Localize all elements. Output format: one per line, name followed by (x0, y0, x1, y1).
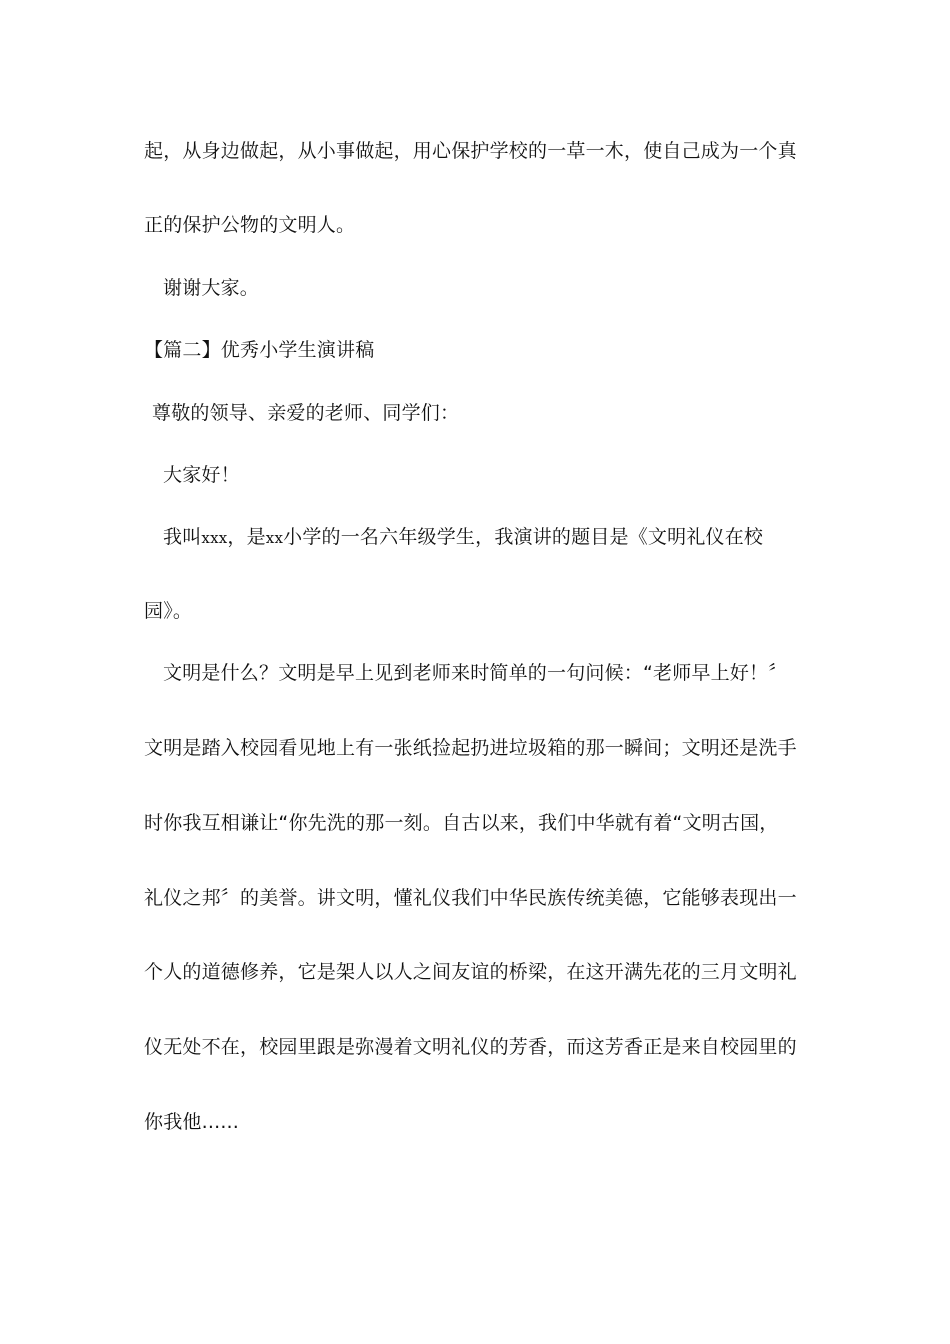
greeting-line: 大家好！ (163, 464, 240, 486)
salutation: 尊敬的领导、亲爱的老师、同学们： (152, 402, 460, 424)
text-line: 园》。 (144, 600, 193, 622)
closing-thanks: 谢谢大家。 (163, 277, 260, 299)
paragraph-line: 文明是踏入校园看见地上有一张纸捡起扔进垃圾箱的那一瞬间；文明还是洗手 (144, 737, 797, 759)
paragraph-line: 个人的道德修养，它是架人以人之间友谊的桥梁，在这开满先花的三月文明礼 (144, 961, 797, 983)
speaker-name: xxx (201, 529, 228, 547)
paragraph-line: 你我他...... (144, 1111, 240, 1133)
paragraph-line: 礼仪之邦〞的美誉。讲文明，懂礼仪我们中华民族传统美德，它能够表现出一 (144, 887, 797, 909)
intro-line (163, 524, 823, 551)
paragraph-line: 文明是什么？文明是早上见到老师来时简单的一句问候：“老师早上好！〞 (163, 662, 788, 684)
text-line: 正的保护公物的文明人。 (144, 214, 356, 236)
paragraph-line: 仪无处不在，校园里跟是弥漫着文明礼仪的芳香，而这芳香正是来自校园里的 (144, 1036, 797, 1058)
section-heading: 【篇二】优秀小学生演讲稿 (144, 339, 375, 361)
intro-text-b: ，是 (227, 526, 266, 548)
paragraph-line: 时你我互相谦让“你先洗的那一刻。自古以来，我们中华就有着“文明古国， (144, 812, 779, 834)
school-name: xx (265, 529, 284, 547)
text-line: 起，从身边做起，从小事做起，用心保护学校的一草一木，使自己成为一个真 (144, 140, 797, 162)
intro-text-c: 小学的一名六年级学生，我演讲的题目是《文明礼仪在校 (283, 526, 764, 548)
intro-text-a: 我叫 (163, 526, 202, 548)
